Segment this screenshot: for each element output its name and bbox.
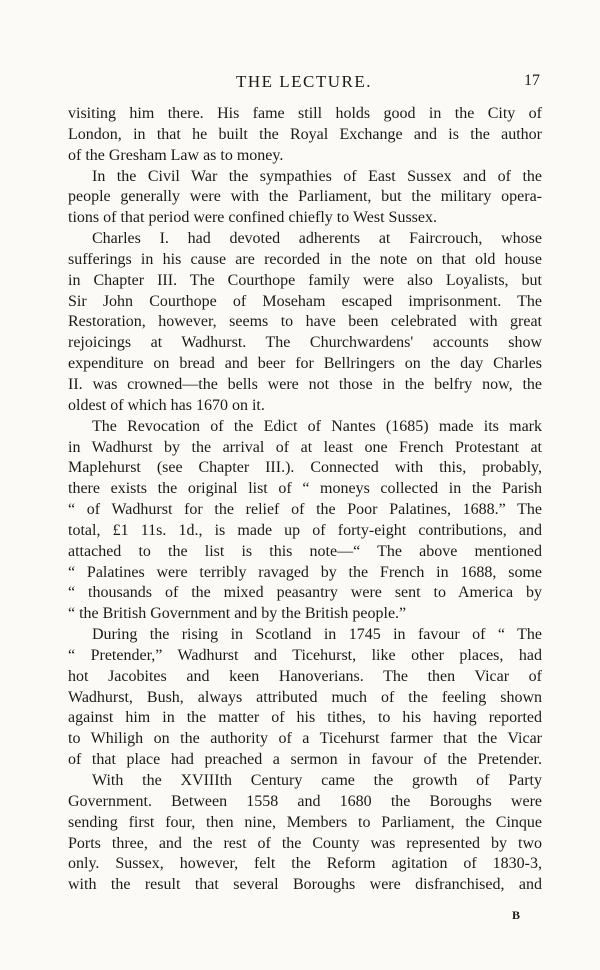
text-line: total, £1 11s. 1d., is made up of forty-eight contributions, and (68, 521, 542, 539)
signature-mark: B (512, 908, 521, 922)
text-line: With the XVIIIth Century came the growth of Party (92, 772, 542, 789)
text-line: people generally were with the Parliament, but the military opera- (68, 188, 542, 206)
text-line: Sir John Courthope of Moseham escaped imprisonment. The (68, 292, 542, 310)
text-line: In the Civil War the sympathies of East Sussex and of the (92, 167, 542, 185)
text-line: “ thousands of the mixed peasantry were sent to America by (68, 584, 542, 602)
text-line: Government. Between 1558 and 1680 the Boroughs were (68, 792, 542, 810)
text-line: there exists the original list of “ moneys collected in the Parish (68, 480, 542, 498)
body-text (68, 104, 542, 896)
text-line: against him in the matter of his tithes, to his having reported (68, 709, 542, 727)
running-title: THE LECTURE. (235, 72, 373, 91)
text-line: During the rising in Scotland in 1745 in favour of “ The (92, 626, 542, 644)
page-header (68, 72, 540, 94)
text-line: tions of that period were confined chiefly to West Sussex. (68, 209, 437, 227)
text-line: in Wadhurst by the arrival of at least one French Protestant at (68, 438, 542, 456)
text-line: oldest of which has 1670 on it. (68, 396, 265, 414)
text-line: The Revocation of the Edict of Nantes (1685) made its mark (92, 417, 542, 435)
text-line: to Whiligh on the authority of a Ticehurst farmer that the Vicar (68, 730, 542, 748)
text-line: hot Jacobites and keen Hanoverians. The then Vicar of (68, 667, 542, 685)
text-line: expenditure on bread and beer for Bellringers on the day Charles (68, 355, 542, 373)
text-line: “ the British Government and by the British people.” (68, 605, 407, 623)
text-line: sending first four, then nine, Members to Parliament, the Cinque (68, 813, 542, 831)
text-line: “ of Wadhurst for the relief of the Poor Palatines, 1688.” The (68, 501, 542, 519)
text-line: of the Gresham Law as to money. (68, 146, 284, 164)
text-line: Ports three, and the rest of the County was represented by two (68, 834, 542, 852)
text-line: of that place had preached a sermon in favour of the Pretender. (68, 751, 542, 769)
text-line: only. Sussex, however, felt the Reform agitation of 1830-3, (68, 855, 542, 873)
text-line: “ Palatines were terribly ravaged by the French in 1688, some (68, 563, 542, 581)
text-line: London, in that he built the Royal Exchange and is the author (68, 125, 542, 143)
text-line: Maplehurst (see Chapter III.). Connected with this, probably, (68, 459, 542, 477)
text-line: “ Pretender,” Wadhurst and Ticehurst, like other places, had (68, 646, 542, 664)
text-line: in Chapter III. The Courthope family were also Loyalists, but (68, 271, 542, 289)
text-line: Charles I. had devoted adherents at Faircrouch, whose (92, 230, 542, 248)
text-line: visiting him there. His fame still holds good in the City of (68, 105, 542, 122)
text-line: Wadhurst, Bush, always attributed much of the feeling shown (68, 688, 542, 706)
text-line: II. was crowned—the bells were not those in the belfry now, the (68, 375, 542, 393)
text-line: Restoration, however, seems to have been celebrated with great (68, 313, 542, 331)
page-number: 17 (524, 72, 540, 89)
text-line: rejoicings at Wadhurst. The Churchwardens' accounts show (68, 334, 542, 352)
text-line: sufferings in his cause are recorded in the note on that old house (68, 250, 542, 268)
text-line: with the result that several Boroughs were disfranchised, and (68, 876, 542, 894)
text-line: attached to the list is this note—“ The above mentioned (68, 542, 542, 560)
